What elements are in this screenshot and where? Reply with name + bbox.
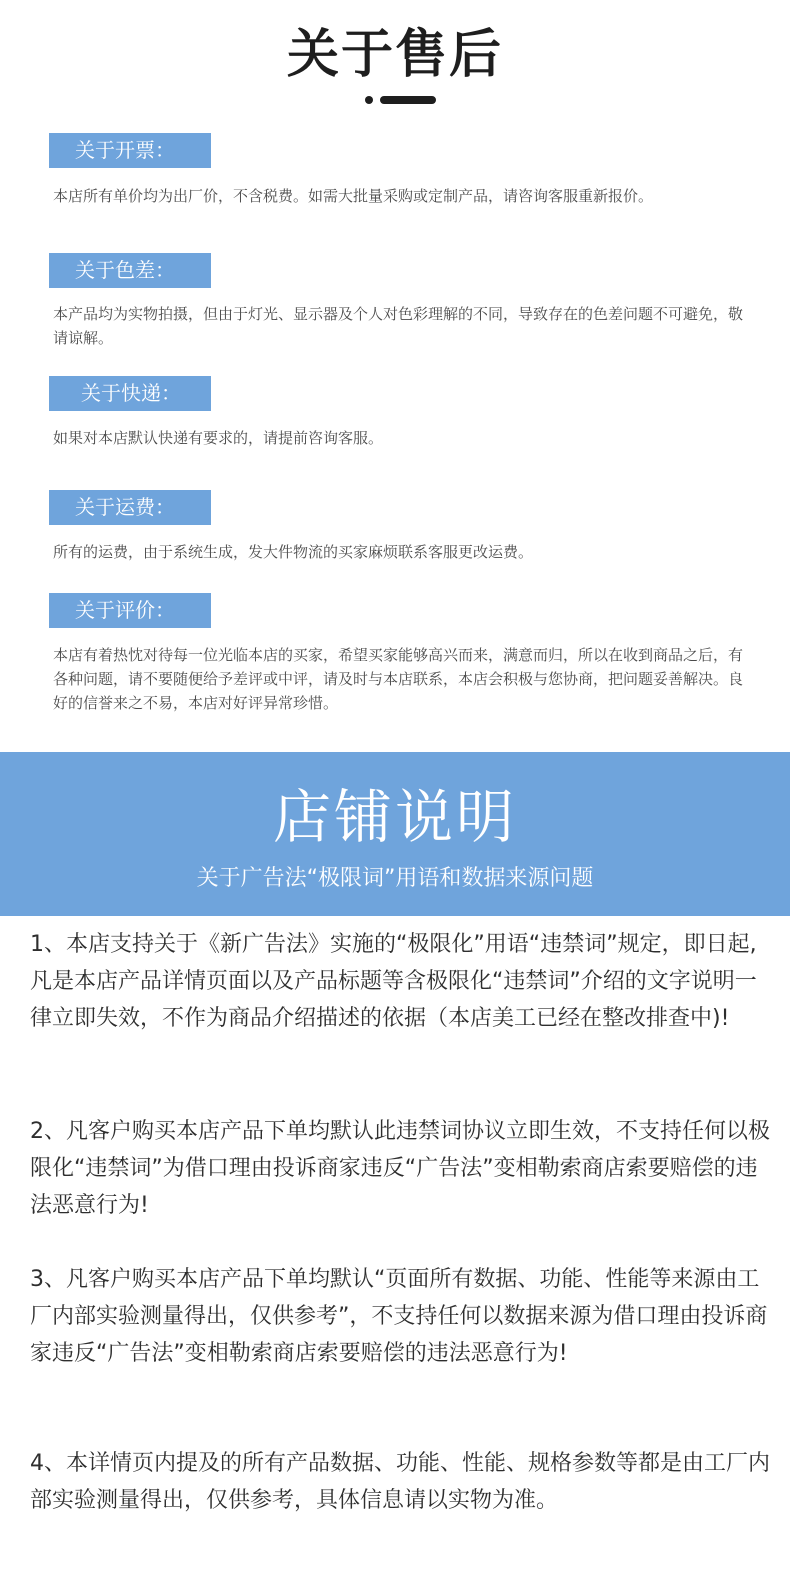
policy-item-4: 4、本详情页内提及的所有产品数据、功能、性能、规格参数等都是由工厂内部实验测量得出，仅供参考，具体信息请以实物为准。 bbox=[30, 1451, 770, 1513]
express-text: 如果对本店默认快递有要求的，请提前咨询客服。 bbox=[53, 429, 384, 447]
store-notice-banner bbox=[0, 752, 790, 916]
decoration-dot bbox=[365, 96, 373, 104]
store-notice-subtitle: 关于广告法“极限词”用语和数据来源问题 bbox=[196, 866, 594, 891]
color-difference-text: 本产品均为实物拍摄，但由于灯光、显示器及个人对色彩理解的不同，导致存在的色差问题不可避免，敬请谅解。 bbox=[53, 305, 744, 347]
review-text: 本店有着热忱对待每一位光临本店的买家，希望买家能够高兴而来，满意而归，所以在收到商品之后，有各种问题，请不要随便给予差评或中评，请及时与本店联系，本店会积极与您协商，把问题妥善解决。良好的信誉来之不易，本店对好评异常珍惜。 bbox=[53, 646, 744, 712]
invoice-label: 关于开票： bbox=[49, 133, 211, 168]
policy-item-2: 2、凡客户购买本店产品下单均默认此违禁词协议立即生效，不支持任何以极限化“违禁词”为借口理由投诉商家违反“广告法”变相勒索商店索要赔偿的违法恶意行为! bbox=[30, 1119, 770, 1218]
after-sales-section bbox=[0, 0, 790, 752]
decoration-bar bbox=[380, 96, 436, 104]
color-difference-label: 关于色差： bbox=[49, 253, 211, 288]
policy-item-1: 1、本店支持关于《新广告法》实施的“极限化”用语“违禁词”规定，即日起,凡是本店产品详情页面以及产品标题等含极限化“违禁词”介绍的文字说明一律立即失效，不作为商品介绍描述的依据（本店美工已经在整改排查中)! bbox=[30, 932, 757, 1031]
store-notice-title: 店铺说明 bbox=[272, 783, 517, 851]
after-sales-title: 关于售后 bbox=[286, 25, 503, 85]
invoice-text: 本店所有单价均为出厂价，不含税费。如需大批量采购或定制产品，请咨询客服重新报价。 bbox=[53, 187, 654, 205]
express-label: 关于快递： bbox=[49, 376, 211, 411]
policy-item-3: 3、凡客户购买本店产品下单均默认“页面所有数据、功能、性能等来源由工厂内部实验测量得出，仅供参考”，不支持任何以数据来源为借口理由投诉商家违反“广告法”变相勒索商店索要赔偿的违法恶意行为! bbox=[30, 1267, 768, 1366]
shipping-fee-text: 所有的运费，由于系统生成，发大件物流的买家麻烦联系客服更改运费。 bbox=[53, 543, 534, 561]
title-underline-decoration bbox=[365, 95, 435, 105]
review-label: 关于评价： bbox=[49, 593, 211, 628]
shipping-fee-label: 关于运费： bbox=[49, 490, 211, 525]
